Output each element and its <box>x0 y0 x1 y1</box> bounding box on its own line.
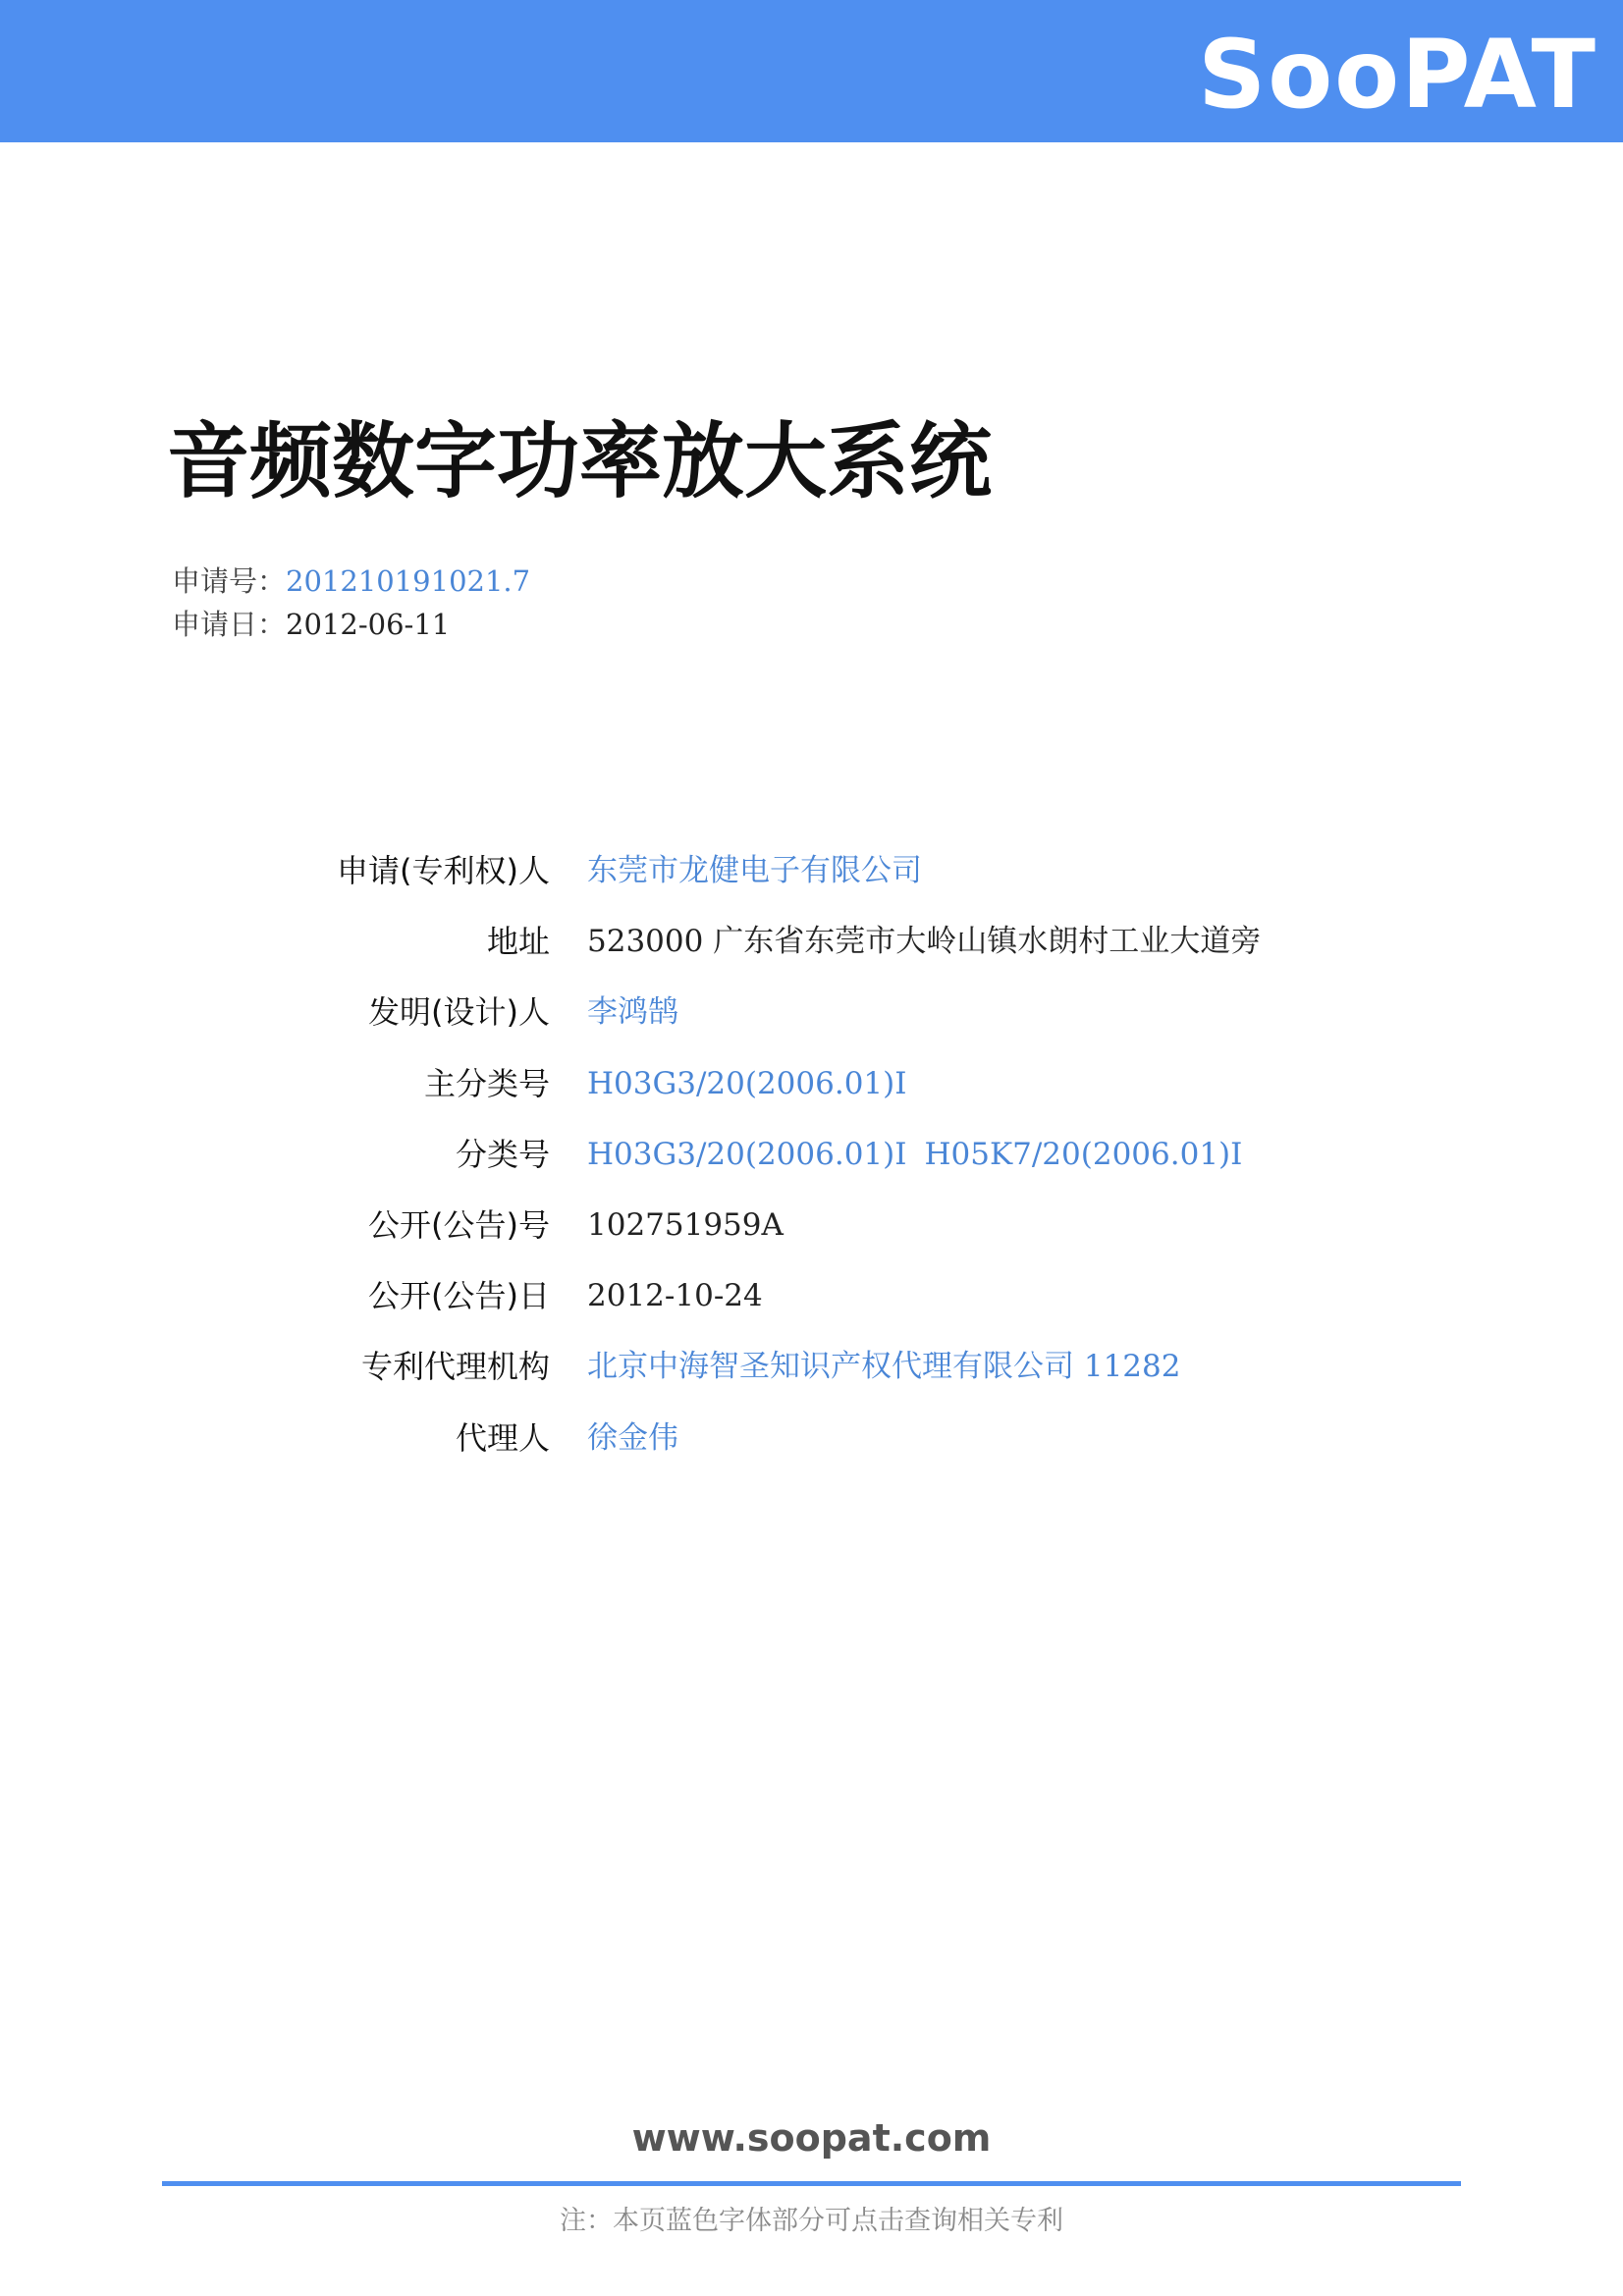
info-row <box>0 1130 1623 1179</box>
info-row <box>0 1414 1623 1463</box>
info-value-link[interactable]: 李鸿鹄 <box>587 994 678 1031</box>
info-value-text: 102751959A <box>587 1207 784 1243</box>
info-row <box>0 1201 1623 1250</box>
info-row-label: 申请(专利权)人 <box>337 852 550 889</box>
info-row <box>0 1271 1623 1320</box>
info-row-value <box>587 988 678 1037</box>
application-number-label: 申请号： <box>172 564 287 598</box>
info-row-value <box>587 1059 907 1108</box>
info-value-link[interactable]: H05K7/20(2006.01)I <box>924 1136 1243 1172</box>
info-value-link[interactable]: 东莞市龙健电子有限公司 <box>587 853 922 888</box>
info-row-value <box>587 1414 678 1463</box>
info-value-link[interactable]: 北京中海智圣知识产权代理有限公司 11282 <box>587 1349 1181 1385</box>
header-banner <box>0 0 1623 142</box>
application-number-line <box>172 561 530 601</box>
info-row-value <box>587 1130 1242 1179</box>
info-value-text: 2012-10-24 <box>587 1278 763 1314</box>
info-row-label: 代理人 <box>455 1418 550 1457</box>
patent-title: 音频数字功率放大系统 <box>167 412 993 509</box>
info-row <box>0 988 1623 1037</box>
info-row-value <box>587 917 1261 966</box>
info-value-link[interactable]: 徐金伟 <box>587 1419 678 1456</box>
soopat-logo[interactable]: SooPAT <box>1198 20 1597 130</box>
site-url[interactable]: www.soopat.com <box>631 2116 992 2160</box>
info-value-link[interactable]: H03G3/20(2006.01)I <box>587 1136 907 1172</box>
footer-note: 注：本页蓝色字体部分可点击查询相关专利 <box>560 2206 1063 2236</box>
info-row-label: 公开(公告)日 <box>368 1277 550 1315</box>
application-date-line <box>172 605 450 644</box>
info-value-link[interactable]: H03G3/20(2006.01)I <box>587 1065 907 1101</box>
info-row-label: 分类号 <box>455 1135 550 1173</box>
footer-divider <box>162 2181 1461 2186</box>
info-row-value <box>587 846 922 895</box>
info-row-value <box>587 1201 784 1250</box>
application-number-link[interactable]: 201210191021.7 <box>286 564 531 598</box>
info-row-value <box>587 1271 763 1320</box>
info-row-label: 地址 <box>486 923 550 961</box>
info-row <box>0 1059 1623 1108</box>
application-date-value: 2012-06-11 <box>286 608 451 641</box>
info-value-text: 523000 广东省东莞市大岭山镇水朗村工业大道旁 <box>587 924 1262 960</box>
info-row <box>0 846 1623 895</box>
info-row-label: 专利代理机构 <box>360 1348 550 1386</box>
info-row-label: 公开(公告)号 <box>368 1206 550 1244</box>
application-date-label: 申请日： <box>172 608 287 641</box>
info-row-value <box>587 1342 1180 1391</box>
info-row <box>0 917 1623 966</box>
info-row <box>0 1342 1623 1391</box>
info-row-label: 主分类号 <box>423 1064 550 1102</box>
info-row-label: 发明(设计)人 <box>368 993 550 1032</box>
